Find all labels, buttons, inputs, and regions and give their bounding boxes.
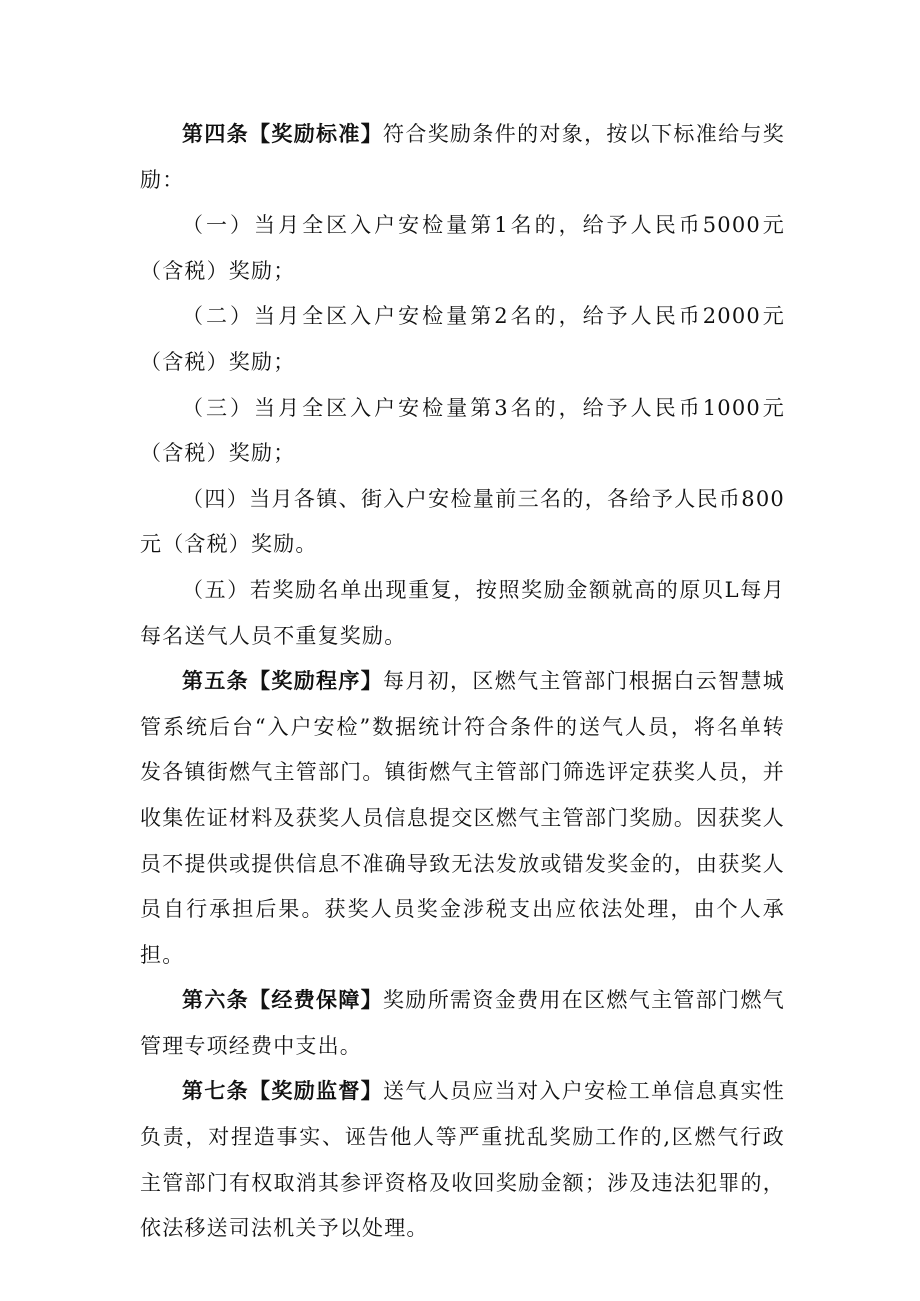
- article-4: [140, 112, 785, 203]
- article-7-heading: 第七条【奖励监督】: [182, 1079, 384, 1104]
- article-5-heading: 第五条【奖励程序】: [182, 669, 384, 694]
- item-3: （三）当月全区入户安检量第3名的，给予人民币1000元（含税）奖励；: [140, 395, 785, 466]
- item-2: （二）当月全区入户安检量第2名的，给予人民币2000元（含税）奖励；: [140, 304, 785, 374]
- item-4: （四）当月各镇、街入户安检量前三名的，各给予人民币800元（含税）奖励。: [140, 486, 785, 557]
- article-6-heading: 第六条【经费保障】: [182, 988, 384, 1013]
- article-5: [140, 659, 785, 978]
- article-6: [140, 978, 785, 1069]
- article-7: [140, 1069, 785, 1251]
- article-7-text: 送气人员应当对入户安检工单信息真实性负责，对捏造事实、诬告他人等严重扰乱奖励工作的,区燃气行政主管部门有权取消其参评资格及收回奖励金额；涉及违法犯罪的，依法移送司法机关予以处理。: [140, 1079, 785, 1241]
- article-5-text: 每月初，区燃气主管部门根据白云智慧城管系统后台“入户安检”数据统计符合条件的送气人员，将名单转发各镇街燃气主管部门。镇街燃气主管部门筛选评定获奖人员，并收集佐证材料及获奖人员信息提交区燃气主管部门奖励。因获奖人员不提供或提供信息不准确导致无法发放或错发奖金的，由获奖人员自行承担后果。获奖人员奖金涉税支出应依法处理，由个人承担。: [140, 669, 785, 967]
- article-4-text: 符合奖励条件的对象，按以下标准给与奖励：: [140, 122, 785, 192]
- item-5: （五）若奖励名单出现重复，按照奖励金额就高的原贝L每月每名送气人员不重复奖励。: [140, 577, 785, 648]
- item-1: （一）当月全区入户安检量第1名的，给予人民币5000元（含税）奖励；: [140, 213, 785, 283]
- document-page: [140, 112, 785, 1252]
- article-4-heading: 第四条【奖励标准】: [182, 122, 384, 146]
- article-6-text: 奖励所需资金费用在区燃气主管部门燃气管理专项经费中支出。: [140, 988, 785, 1058]
